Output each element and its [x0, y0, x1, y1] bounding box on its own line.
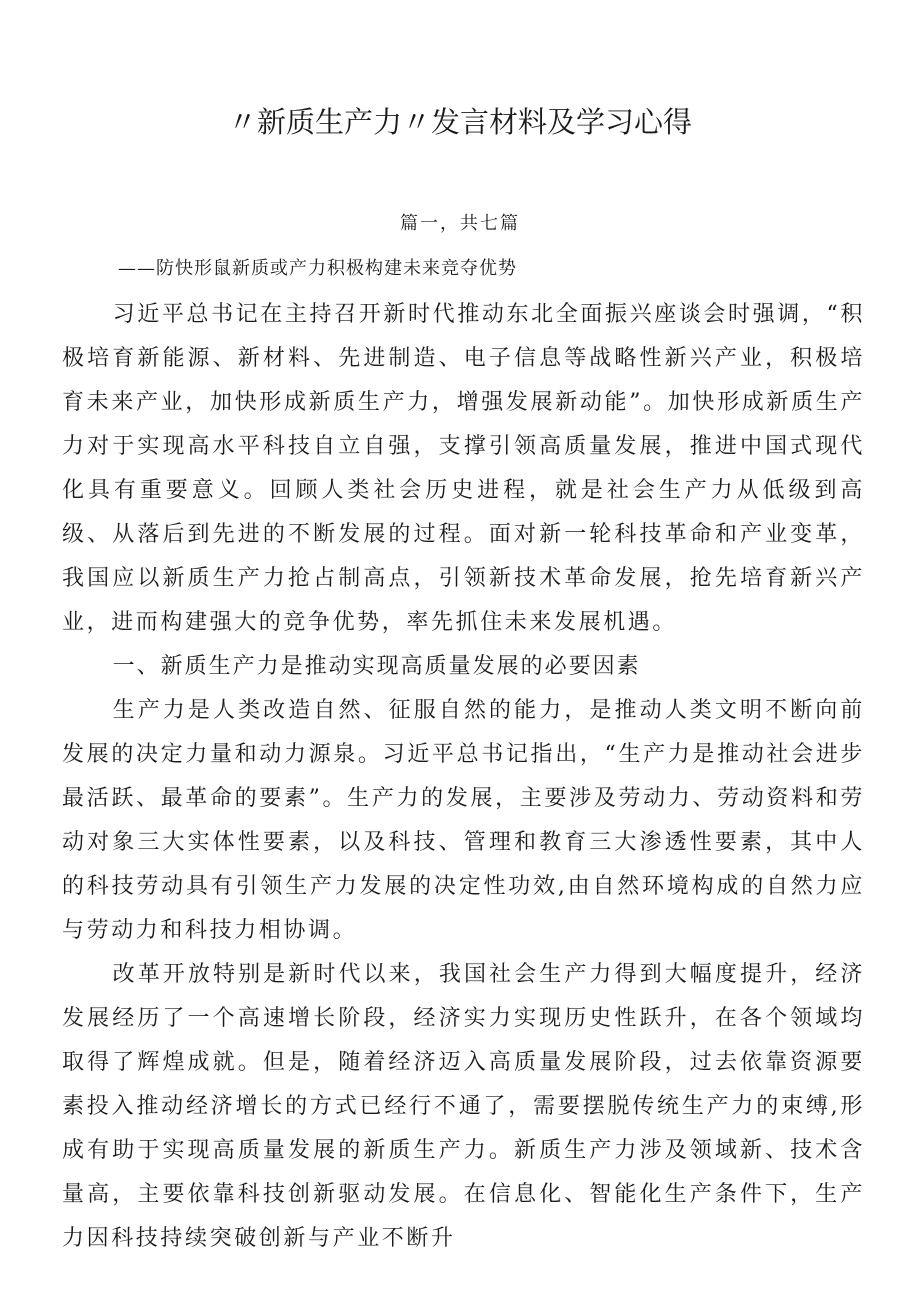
- section-subheading: ——防快形鼠新质或产力积极构建未来竞夺优势: [118, 258, 517, 279]
- section-heading-paragraph: 一、新质生产力是推动实现高质量发展的必要因素: [112, 654, 641, 679]
- section-heading: 篇一，共七篇: [400, 213, 520, 234]
- document-title: 〃新质生产力〃发言材料及学习心得: [227, 105, 692, 139]
- document-body: [62, 293, 865, 1261]
- body-paragraph: 生产力是人类改造自然、征服自然的能力，是推动人类文明不断向前发展的决定力量和动力源泉。习近平总书记指出，“生产力是推动社会进步最活跃、最革命的要素”。生产力的发展，主要涉及劳动力、劳动资料和劳动对象三大实体性要素，以及科技、管理和教育三大渗透性要素，其中人的科技劳动具有引领生产力发展的决定性功效,由自然环境构成的自然力应与劳动力和科技力相协调。: [62, 698, 865, 943]
- body-paragraph: 习近平总书记在主持召开新时代推动东北全面振兴座谈会时强调，“积极培育新能源、新材料、先进制造、电子信息等战略性新兴产业，积极培育未来产业，加快形成新质生产力，增强发展新动能”。加快形成新质生产力对于实现高水平科技自立自强，支撑引领高质量发展，推进中国式现代化具有重要意义。回顾人类社会历史进程，就是社会生产力从低级到高级、从落后到先进的不断发展的过程。面对新一轮科技革命和产业变革，我国应以新质生产力抢占制高点，引领新技术革命发展，抢先培育新兴产业，进而构建强大的竞争优势，率先抓住未来发展机遇。: [62, 302, 865, 635]
- body-paragraph: 改革开放特别是新时代以来，我国社会生产力得到大幅度提升，经济发展经历了一个高速增长阶段，经济实力实现历史性跃升，在各个领域均取得了辉煌成就。但是，随着经济迈入高质量发展阶段，过去依靠资源要素投入推动经济增长的方式已经行不通了，需要摆脱传统生产力的束缚,形成有助于实现高质量发展的新质生产力。新质生产力涉及领域新、技术含量高，主要依靠科技创新驱动发展。在信息化、智能化生产条件下，生产力因科技持续突破创新与产业不断升: [62, 962, 865, 1251]
